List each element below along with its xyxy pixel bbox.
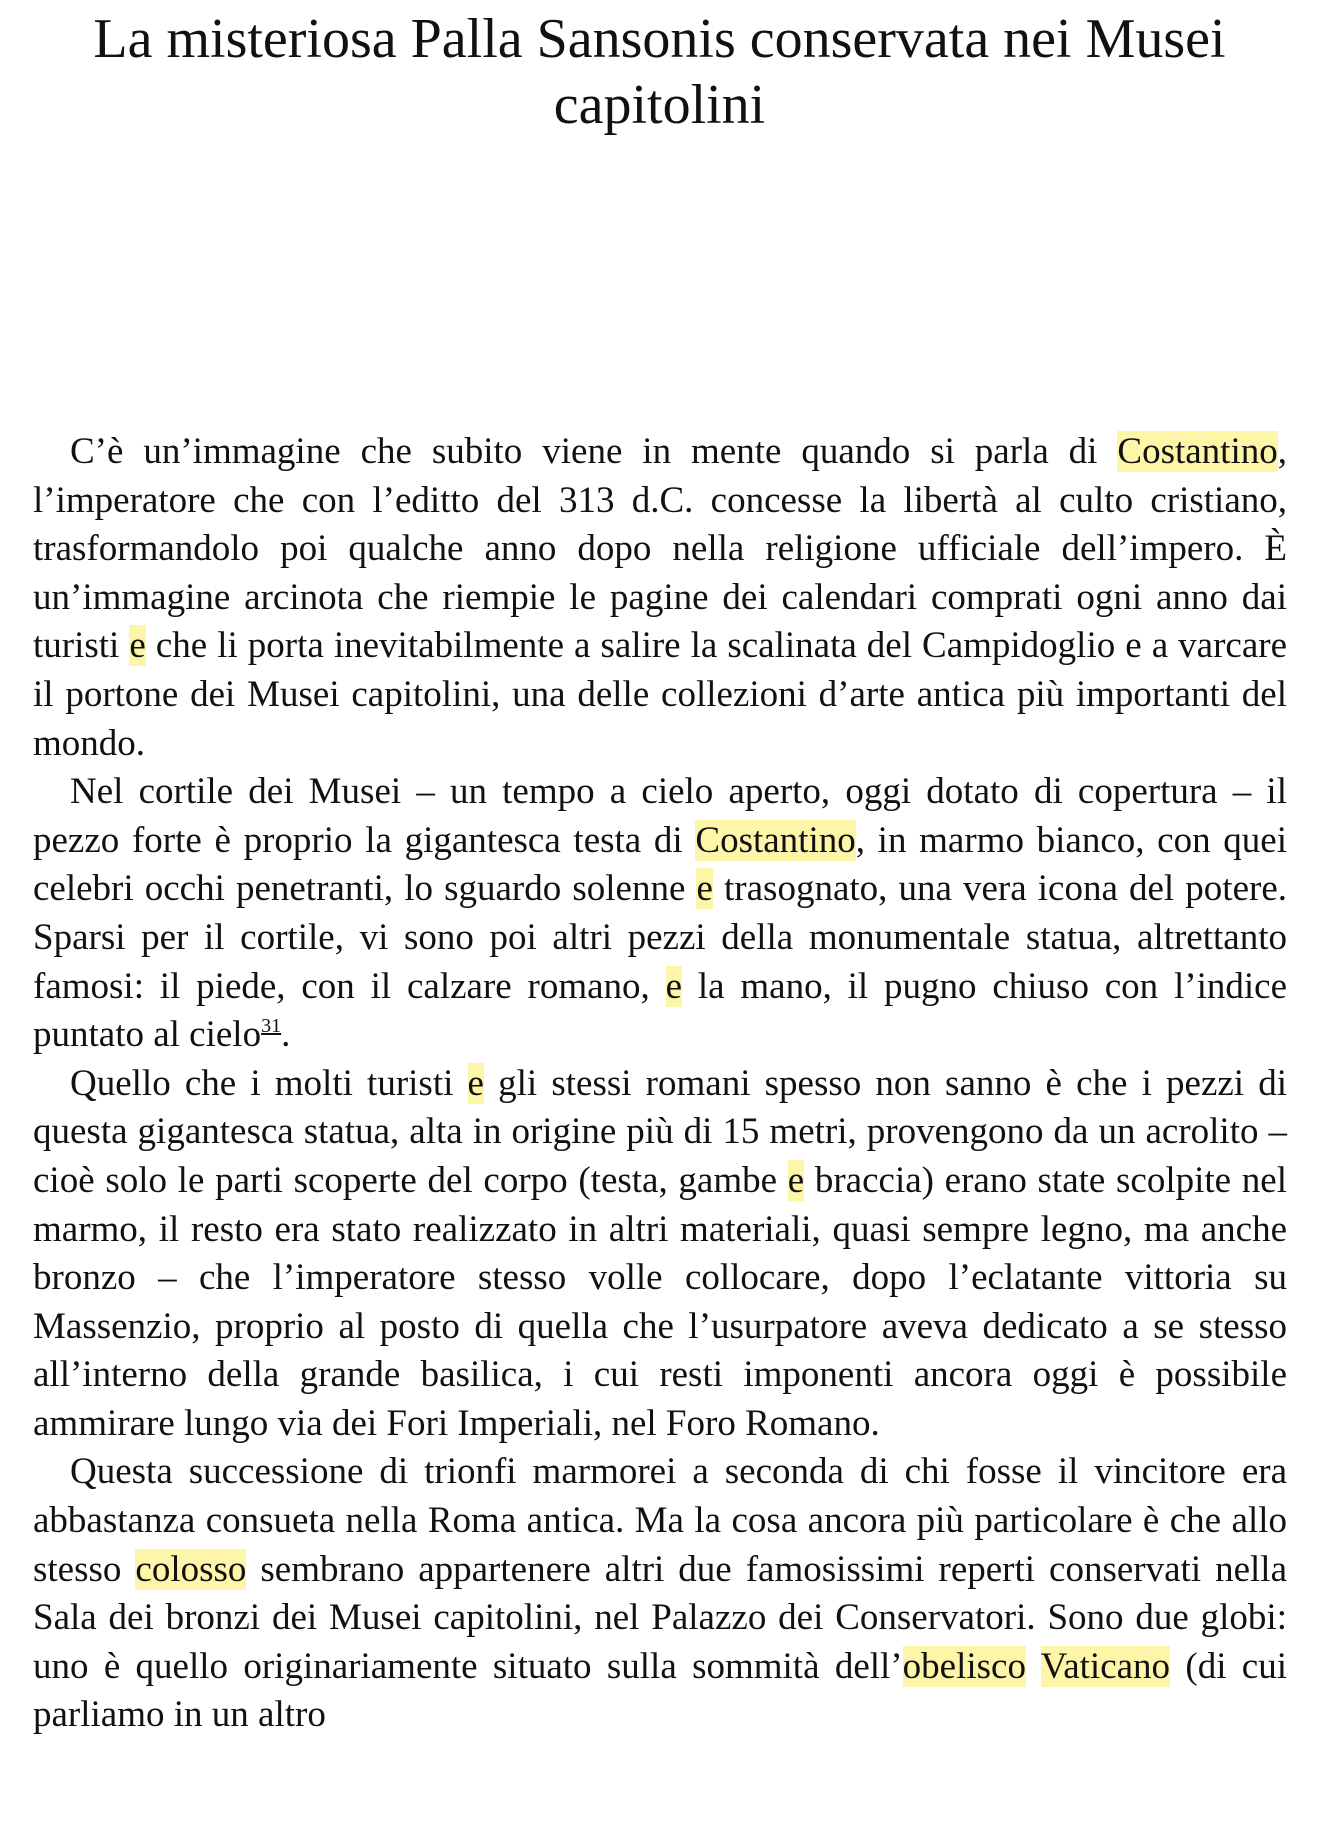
paragraph: [33, 1448, 1287, 1740]
text-run: la mano, il pugno chiuso con l’indice puntato al cielo: [33, 965, 1288, 1056]
highlighted-word: e: [696, 868, 713, 910]
text-run: Questa successione di trionfi marmorei a seconda di chi fosse il vincitore era abbastanza consueta nella Roma antica. Ma la cosa ancora più particolare è che allo stesso: [33, 1451, 1287, 1590]
text-run: (di cui parliamo in un altro: [33, 1645, 1287, 1736]
highlighted-word: Costantino: [1117, 431, 1278, 472]
text-run: C’è un’immagine che subito viene in mente quando si parla di: [70, 431, 1118, 472]
page-title: La misteriosa Palla Sansonis conservata nei Musei capitolini: [93, 8, 1226, 136]
paragraph: [33, 768, 1287, 1060]
highlighted-word: e: [787, 1159, 805, 1201]
highlighted-word: colosso: [135, 1548, 247, 1590]
highlighted-word: e: [467, 1062, 484, 1104]
text-run: Nel cortile dei Musei – un tempo a cielo aperto, oggi dotato di copertura – il pezzo forte è proprio la gigantesca testa di: [33, 771, 1287, 861]
text-run: .: [281, 1014, 291, 1056]
highlighted-word: e: [665, 965, 683, 1007]
highlighted-word: Vaticano: [1040, 1645, 1171, 1687]
highlighted-word: Costantino: [695, 819, 856, 861]
text-run: [1026, 1646, 1041, 1687]
text-run: trasognato, una vera icona del potere. Sparsi per il cortile, vi sono poi altri pezzi della monumentale statua, altrettanto famosi: il piede, con il calzare romano,: [33, 868, 1287, 1007]
text-run: gli stessi romani spesso non sanno è che i pezzi di questa gigantesca statua, alta in origine più di 15 metri, provengono da un acrolito – cioè solo le parti scoperte del corpo (testa, gambe: [33, 1062, 1287, 1201]
text-run: braccia) erano state scolpite nel marmo, il resto era stato realizzato in altri materiali, quasi sempre legno, ma anche bronzo – che l’imperatore stesso volle collocare, dopo l’eclatante vittoria su Massenzio, proprio al posto di quella che l’usurpatore aveva dedicato a se stesso all’interno della grande basilica, i cui resti imponenti ancora oggi è possibile ammirare lungo via dei Fori Imperiali, nel Foro Romano.: [33, 1159, 1287, 1444]
text-run: che li porta inevitabilmente a salire la scalinata del Campidoglio e a varcare il portone dei Musei capitolini, una delle collezioni d’arte antica più importanti del mondo.: [33, 625, 1287, 764]
text-run: , in marmo bianco, con quei celebri occhi penetranti, lo sguardo solenne: [33, 819, 1287, 910]
paragraph: [33, 428, 1287, 768]
text-run: sembrano appartenere altri due famosissimi reperti conservati nella Sala dei bronzi dei Musei capitolini, nel Palazzo dei Conservatori. Sono due globi: uno è quello originariamente situato sulla sommità dell’: [33, 1548, 1287, 1687]
text-run: Quello che i molti turisti: [70, 1062, 468, 1104]
body-text: [33, 428, 1287, 1740]
highlighted-word: e: [129, 625, 146, 667]
text-run: , l’imperatore che con l’editto del 313 d.C. concesse la libertà al culto cristiano, trasformandolo poi qualche anno dopo nella religione ufficiale dell’impero. È un’immagine arcinota che riempie le pagine dei calendari comprati ogni anno dai turisti: [33, 431, 1287, 667]
paragraph: [33, 1060, 1287, 1449]
footnote-link[interactable]: 31: [261, 1015, 282, 1038]
highlighted-word: obelisco: [902, 1645, 1026, 1687]
